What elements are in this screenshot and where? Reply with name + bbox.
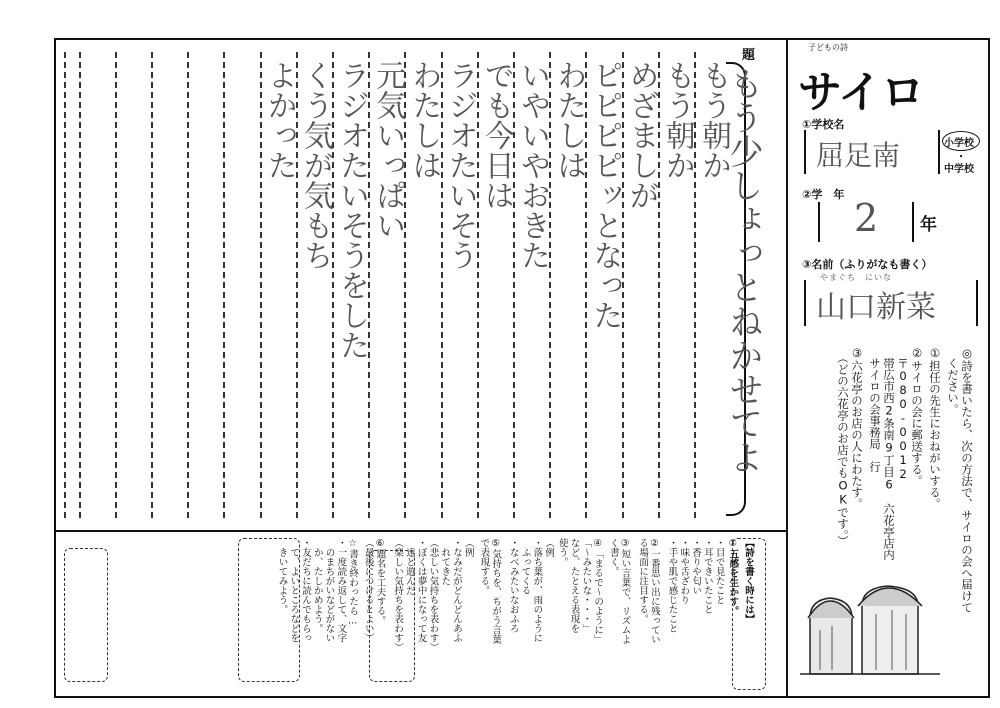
instruction-line: （どの六花亭のお店でもOKです。）: [836, 346, 850, 547]
poem-rule: [79, 52, 81, 518]
tip-line: ・香りや匂い: [690, 538, 702, 595]
tip-line: ・友だちに読んでもらっ: [300, 538, 312, 643]
tip-example-box-2: [238, 538, 300, 682]
tip-line: ☆書き終わったら…: [347, 538, 359, 627]
poem-line[interactable]: くう気が気もち: [297, 60, 333, 270]
tips-heading-box: [732, 538, 766, 690]
tip-line: など、たとえる表現を: [568, 538, 580, 633]
poem-title[interactable]: もう少しょっとねかせてよ: [723, 66, 763, 474]
sairo-logo: サイロ: [798, 67, 924, 118]
grade-value: 2: [854, 196, 879, 240]
title-label: 題: [742, 48, 756, 63]
tip-line: ④「まるで〜のように」: [592, 538, 604, 644]
tip-line: （楽しい気持ちを表わす）: [392, 538, 404, 652]
poem-line[interactable]: ラジオたいそう: [442, 60, 478, 270]
poem-line[interactable]: めざましが: [623, 60, 659, 210]
poem-line[interactable]: 元気いっぱい: [370, 60, 406, 240]
instruction-line: ください。: [946, 346, 960, 415]
panel-divider: [786, 38, 788, 698]
tip-line: で表現する。: [478, 538, 490, 595]
school-type-dot: ・: [956, 152, 966, 163]
tip-line: きいてみよう。: [276, 538, 288, 614]
tip-line: （最後につけるとよい）: [362, 538, 374, 643]
tip-line: ・目で見たこと: [713, 538, 725, 605]
tip-line: （例: [543, 538, 555, 557]
poem-line[interactable]: よかった: [261, 60, 297, 180]
school-value: 屈足南: [816, 139, 901, 172]
poem-line[interactable]: でも今日は: [478, 60, 514, 210]
tip-line: ・耳できいたこと: [701, 538, 713, 614]
poem-line[interactable]: わたしは: [551, 60, 587, 180]
poem-line[interactable]: ピピピピッとなった: [587, 60, 623, 330]
poem-line[interactable]: ラジオたいそうをした: [334, 60, 369, 360]
poem-line[interactable]: わたしは: [406, 60, 442, 180]
tip-line: ふってくる: [519, 538, 531, 595]
poem-rule: [115, 52, 117, 518]
instruction-line: 〒080-0012: [896, 346, 910, 481]
instruction-line: サイロの会事務局 行: [868, 346, 882, 473]
tip-line: （例: [462, 538, 474, 557]
school-type-primary: 小学校: [944, 138, 974, 149]
tip-line: ⑤気持ちを、ちがう言葉: [490, 538, 502, 644]
instruction-line: ◎詩を書いたら、次の方法で、サイロの会へ届けて: [960, 346, 974, 613]
tip-line: ・なべみたいなおふろ: [507, 538, 519, 633]
tip-line: 【詩を書く時には】: [743, 538, 754, 624]
poem-tips-divider: [54, 530, 788, 532]
tip-finish-box: [64, 548, 108, 682]
tip-line: 「〜みたいな・・・」: [580, 538, 592, 633]
tip-example-box-1: [369, 550, 415, 682]
kodomo-label: 子どもの詩: [808, 43, 848, 52]
instruction-line: ③六花亭のお店の人にわたす。: [850, 346, 864, 510]
school-label: ①学校名: [802, 118, 845, 131]
tip-line: ・落ち葉が、雨のように: [531, 538, 543, 643]
tip-line: （悲しい気持ちを表わす）: [427, 538, 439, 652]
tip-line: ⑥題名を工夫する。: [374, 538, 386, 625]
tip-line: 使う。: [556, 538, 568, 567]
school-type-junior: 中学校: [944, 164, 974, 175]
tip-line: る場面に注目する。: [637, 538, 649, 624]
poem-line[interactable]: もう朝か: [696, 60, 731, 180]
tip-line: ①五感を生かす。: [727, 538, 739, 616]
poem-line[interactable]: もう朝か: [659, 60, 695, 180]
silo-illustration: [800, 570, 950, 680]
tip-line: ・ぼくは夢中になって友: [415, 538, 427, 643]
tip-line: ・味や舌ざわり: [678, 538, 690, 605]
tip-line: ③短い言葉で、リズムよ: [619, 538, 631, 644]
tip-line: く書く。: [607, 538, 619, 576]
tip-line: て、よいところなどを: [288, 538, 300, 643]
tip-line: 達と遊んだ: [403, 538, 415, 595]
instruction-line: 帯広市西2条南9丁目6 六花亭店内: [882, 346, 896, 561]
tip-line: か、たしかめよう。: [311, 538, 323, 633]
instruction-line: ②サイロの会に郵送する。: [910, 346, 924, 487]
poem-rule: [64, 52, 66, 518]
tip-line: ・なみだがどんどんあふ: [450, 538, 462, 643]
grade-label: ②学 年: [802, 188, 845, 201]
grade-suffix: 年: [920, 215, 937, 235]
tip-line: のまちがいなどがない: [323, 538, 335, 643]
poem-rule: [151, 52, 153, 518]
name-furigana: やまぐち にいな: [820, 273, 892, 282]
name-label: ③名前（ふりがなも書く）: [802, 258, 933, 271]
tip-line: れてきた: [439, 538, 451, 586]
tip-line: ・一度読み返して、文字: [335, 538, 347, 643]
name-value: 山口新菜: [816, 290, 936, 325]
instruction-line: ①担任の先生におねがいする。: [928, 346, 942, 510]
tip-line: ・手や肌で感じたこと: [666, 538, 678, 633]
poem-line[interactable]: いやいやおきた: [515, 60, 550, 270]
poem-rule: [187, 52, 189, 518]
poem-rule: [223, 52, 225, 518]
tip-line: ②一番思い出に残ってい: [648, 538, 660, 644]
